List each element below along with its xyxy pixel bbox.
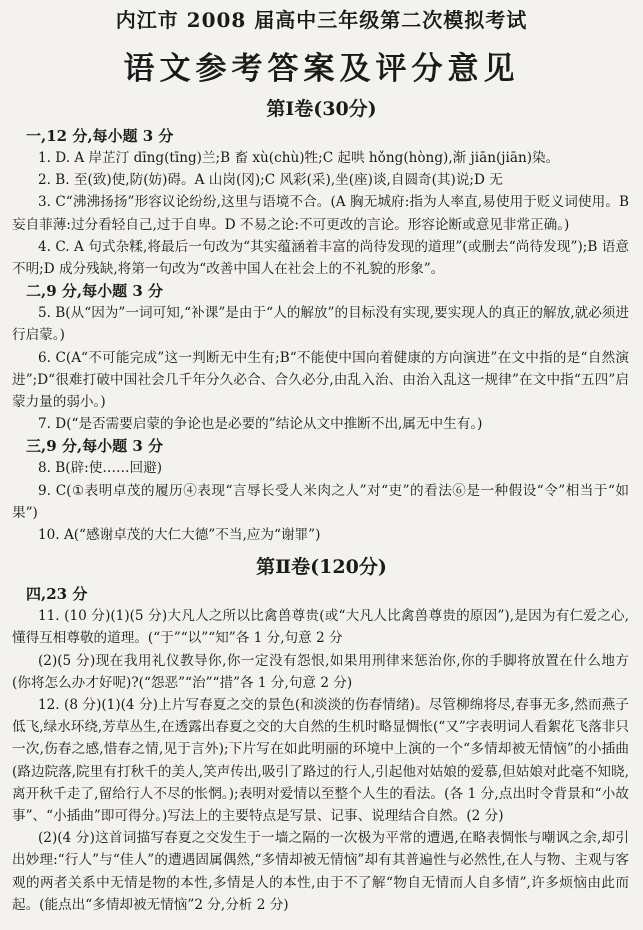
answer-9: 9. C(①表明卓茂的履历④表现“言辱长受人米肉之人”对“吏”的看法⑥是一种假设“令”相当于“如果”) [12,482,629,521]
answer-11-part1: 11. (10 分)(1)(5 分)大凡人之所以比禽兽尊贵(或“大凡人比禽兽尊贵的原因”),是因为有仁爱之心,懂得互相尊敬的道理。(“于”“以”“知”各 1 分,句意 2 分 [12,608,629,647]
part-two-heading: 第Ⅱ卷(120分) [256,556,387,579]
section-three-heading: 三,9 分,每小题 3 分 [26,437,163,456]
answer-6: 6. C(A“不可能完成”这一判断无中生有;B“不能使中国向着健康的方向演进”在文中指的是“自然演进”;D“很难打破中国社会几千年分久必合、合久必分,由乱入治、由治入乱这一规律”在文中指“五四”启蒙力量的弱小。) [12,349,629,411]
answer-2: 2. B. 至(致)使,防(妨)碍。A 山岗(冈);C 风彩(采),坐(座)谈,自圆奇(其)说;D 无 [38,172,503,189]
section-one-heading: 一,12 分,每小题 3 分 [26,127,174,145]
exam-title: 内江市 2008 届高中三年级第二次模拟考试 [115,8,528,32]
answer-4: 4. C. A 句式杂糅,将最后一句改为“其实蕴涵着丰富的尚待发现的道理”(或删去“尚待发现”);B 语意不明;D 成分残缺,将第一句改为“改善中国人在社会上的不礼貌的形象”。 [12,238,629,278]
page-header [0,4,643,88]
answer-11-part2: (2)(5 分)现在我用礼仪教导你,你一定没有怨恨,如果用刑律来惩治你,你的手脚将放置在什么地方(你将怎么办才好呢)?(“怨恶”“治”“措”各 1 分,句意 2 分) [12,652,629,691]
answer-12-part1: 12. (8 分)(1)(4 分)上片写春夏之交的景色(和淡淡的伤春情绪)。尽管柳绵将尽,春事无多,然而燕子低飞,绿水环绕,芳草丛生,在透露出春夏之交的大自然的生机时略显惆怅(“又”字表明词人看絮花飞落非只一次,伤春之感,惜春之情,见于言外);下片写在如此明丽的环境中上演的一个“多情却被无情恼”的小插曲(路边院落,院里有打秋千的美人,笑声传出,吸引了路过的行人,引起他对姑娘的爱慕,但姑娘对此毫不知晓,离开秋千走了,留给行人不尽的怅惘。);表明对爱情以至整个人生的看法。(各 1 分,点出时令背景和“小故事”、“小插曲”即可得分。)写法上的主要特点是写景、记事、说理结合自然。(2 分) [12,697,629,825]
answer-1: 1. D. A 岸芷汀 dīng(tīng)兰;B 畜 xù(chù)牲;C 起哄 hǒng(hòng),渐 jiān(jiān)染。 [38,150,560,166]
answer-5: 5. B(从“因为”一词可知,“补课”是由于“人的解放”的目标没有实现,要实现人的真正的解放,就必须进行启蒙。) [12,305,629,344]
answer-8: 8. B(辟:使……回避) [38,460,163,477]
answer-12-part2: (2)(4 分)这首词描写春夏之交发生于一墙之隔的一次极为平常的遭遇,在略表惆怅与嘲讽之余,却引出妙理:“行人”与“佳人”的遭遇固属偶然,“多情却被无情恼”却有其普遍性与必然性,在人与物、主观与客观的两者关系中无情是物的本性,多情是人的本性,由于不了解“物自无情而人自多情”,许多烦恼由此而起。(能点出“多情却被无情恼”2 分,分析 2 分) [12,830,629,913]
answer-10: 10. A(“感谢卓茂的大仁大德”不当,应为“谢罪”) [38,527,321,544]
section-four-heading: 四,23 分 [26,585,88,604]
document-title: 语文参考答案及评分意见 [123,51,520,87]
part-one-heading: 第Ⅰ卷(30分) [266,98,377,120]
section-two-heading: 二,9 分,每小题 3 分 [26,282,163,301]
answer-3: 3. C“沸沸扬扬”形容议论纷纷,这里与语境不合。(A 胸无城府:指为人率直,易使用于贬义词使用。B 妄自菲薄:过分看轻自己,过于自卑。D 不易之论:不可更改的言论。形容论断或意见非常正确。) [12,194,629,233]
answer-7: 7. D(“是否需要启蒙的争论也是必要的”结论从文中推断不出,属无中生有。) [38,416,483,433]
